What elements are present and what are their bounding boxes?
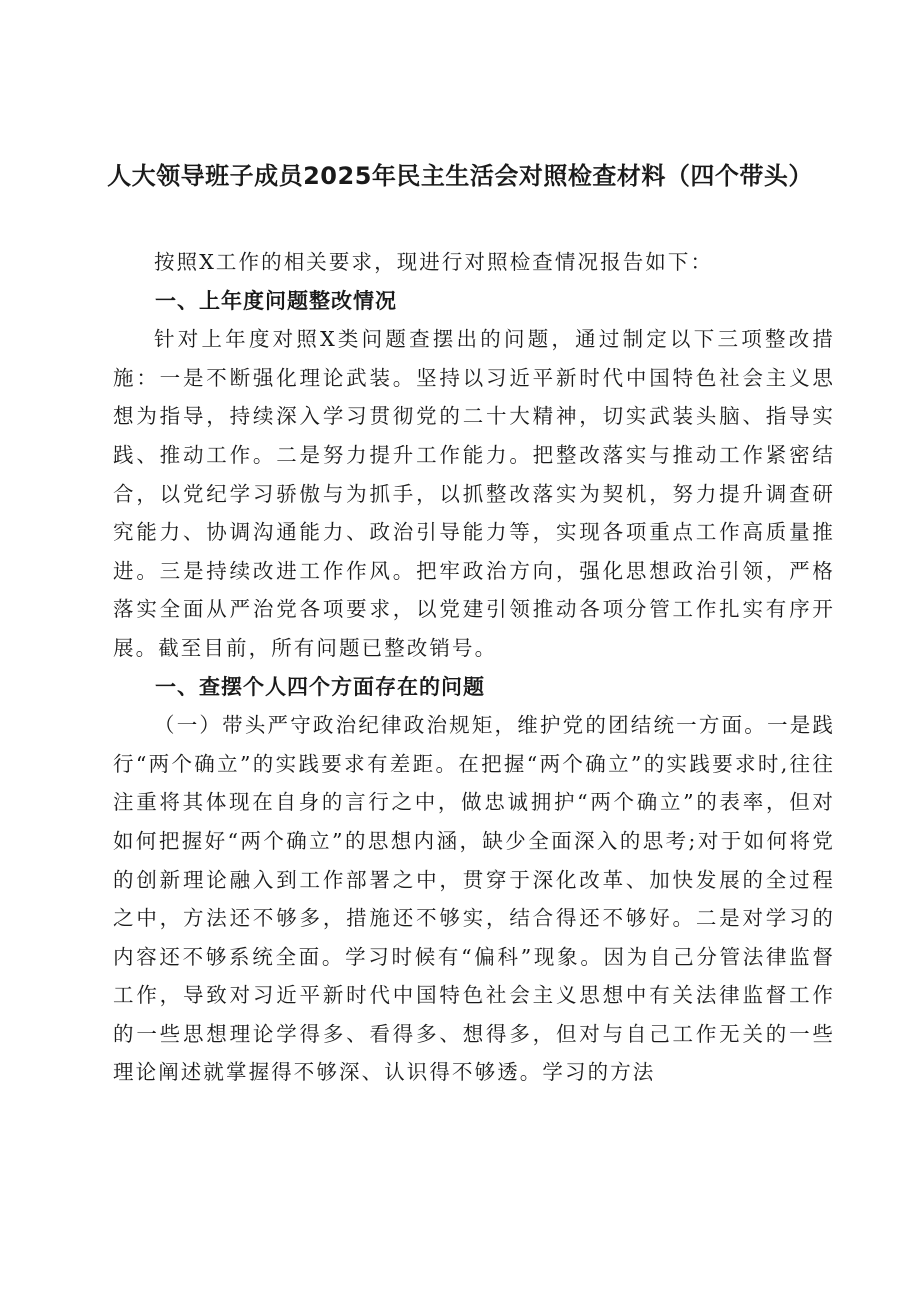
section-1-paragraph: 针对上年度对照X类问题查摆出的问题，通过制定以下三项整改措施：一是不断强化理论武装。坚持以习近平新时代中国特色社会主义思想为指导，持续深入学习贯彻党的二十大精神，切实武装头脑、指导实践、推动工作。二是努力提升工作能力。把整改落实与推动工作紧密结合，以党纪学习骄傲与为抓手，以抓整改落实为契机，努力提升调查研究能力、协调沟通能力、政治引导能力等，实现各项重点工作高质量推进。三是持续改进工作作风。把牢政治方向，强化思想政治引领，严格落实全面从严治党各项要求，以党建引领推动各项分管工作扎实有序开展。截至目前，所有问题已整改销号。 (113, 327, 835, 660)
document-title: 人大领导班子成员2025年民主生活会对照检查材料（四个带头） (107, 162, 813, 190)
document-body (113, 243, 835, 1092)
section-2-paragraph: （一）带头严守政治纪律政治规矩，维护党的团结统一方面。一是践行“两个确立”的实践要求有差距。在把握“两个确立”的实践要求时,往往注重将其体现在自身的言行之中，做忠诚拥护“两个确立”的表率，但对如何把握好“两个确立”的思想内涵，缺少全面深入的思考;对于如何将党的创新理论融入到工作部署之中，贯穿于深化改革、加快发展的全过程之中，方法还不够多，措施还不够实，结合得还不够好。二是对学习的内容还不够系统全面。学习时候有“偏科”现象。因为自己分管法律监督工作，导致对习近平新时代中国特色社会主义思想中有关法律监督工作的一些思想理论学得多、看得多、想得多，但对与自己工作无关的一些理论阐述就掌握得不够深、认识得不够透。学习的方法 (113, 713, 835, 1085)
intro-paragraph: 按照X工作的相关要求，现进行对照检查情况报告如下： (154, 250, 714, 274)
section-2-heading: 一、查摆个人四个方面存在的问题 (155, 674, 485, 699)
section-1-heading: 一、上年度问题整改情况 (155, 288, 397, 313)
